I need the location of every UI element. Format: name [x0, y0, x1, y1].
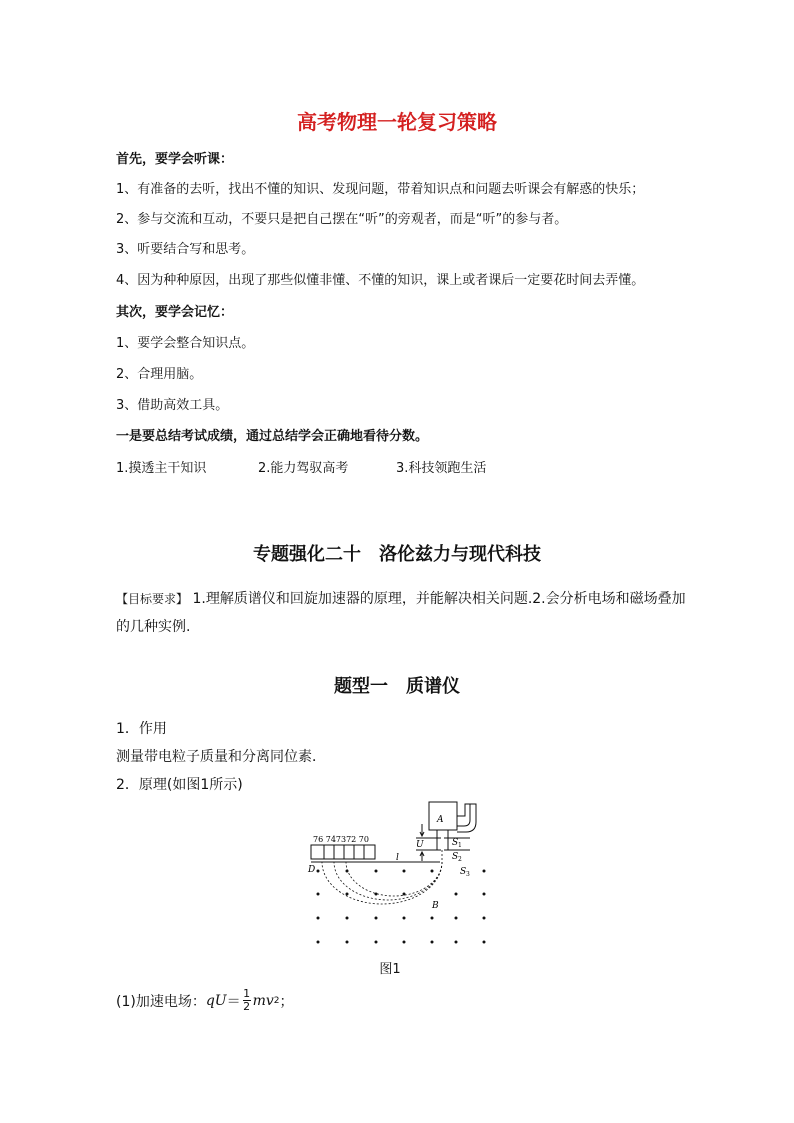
trajectory-inner	[346, 862, 442, 896]
label-s2-sub: 2	[458, 856, 462, 863]
label-s3-sub: 3	[466, 871, 470, 878]
list-item: 1、有准备的去听，找出不懂的知识、发现问题，带着知识点和问题去听课会有解惑的快乐；	[116, 182, 645, 197]
fraction	[243, 988, 251, 1013]
goal-line-2: 的几种实例.	[116, 619, 191, 635]
list-item: 3、听要结合写和思考。	[116, 242, 255, 257]
topic-title: 专题强化二十 洛伦兹力与现代科技	[253, 544, 541, 565]
trajectory-outer	[322, 862, 442, 904]
goal-text-1: 1.理解质谱仪和回旋加速器的原理，并能解决相关问题.2.会分析电场和磁场叠加	[188, 591, 686, 607]
formula-lhs: qU	[205, 992, 227, 1009]
section-heading-listening: 首先，要学会听课：	[116, 152, 234, 167]
formula-prefix: (1)加速电场：	[116, 993, 206, 1010]
label-s2: S	[452, 852, 459, 862]
label-u: U	[416, 840, 424, 850]
magnetic-field-dots	[317, 870, 486, 944]
label-b: B	[432, 901, 439, 911]
list-item: 4、因为种种原因，出现了那些似懂非懂、不懂的知识，课上或者课后一定要花时间去弄懂。	[116, 273, 645, 288]
formula-equals: ＝	[226, 993, 241, 1010]
goal-tag: 【目标要求】	[116, 592, 189, 606]
scale-plate	[311, 845, 375, 859]
tip-item: 2.能力驾驭高考	[258, 461, 349, 476]
label-s3: S	[460, 867, 467, 877]
tip-item: 1.摸透主干知识	[116, 461, 207, 476]
label-d: D	[308, 865, 316, 875]
point-number: 2．原理(如图1所示)	[116, 777, 243, 793]
label-s1: S	[452, 838, 459, 848]
trajectory-middle	[334, 862, 442, 900]
formula-exponent: 2	[273, 995, 280, 1006]
scale-label: 76 747372 70	[313, 835, 369, 844]
formula-acceleration	[116, 988, 294, 1013]
formula-end: ；	[279, 993, 294, 1010]
fraction-numerator: 1	[243, 987, 251, 1000]
fraction-denominator: 2	[243, 1000, 251, 1013]
inlet-pipe-outer	[457, 804, 476, 832]
list-item: 1、要学会整合知识点。	[116, 336, 255, 351]
type-heading: 题型一 质谱仪	[334, 676, 460, 697]
list-item: 2、参与交流和互动，不要只是把自己摆在“听”的旁观者，而是“听”的参与者。	[116, 212, 568, 227]
tip-item: 3.科技领跑生活	[396, 461, 487, 476]
point-text: 测量带电粒子质量和分离同位素．	[116, 749, 326, 765]
mass-spectrometer-figure	[300, 798, 500, 956]
summary-line: 一是要总结考试成绩，通过总结学会正确地看待分数。	[116, 429, 429, 444]
inlet-pipe	[457, 804, 470, 826]
goal-line-1	[116, 588, 686, 608]
label-a: A	[437, 815, 444, 825]
list-item: 3、借助高效工具。	[116, 398, 229, 413]
list-item: 2、合理用脑。	[116, 367, 203, 382]
section-heading-memory: 其次，要学会记忆：	[116, 305, 234, 320]
formula-rhs: mv	[252, 992, 274, 1009]
label-s1-sub: 1	[458, 842, 462, 849]
point-number: 1．作用	[116, 721, 167, 737]
figure-caption: 图1	[379, 962, 401, 977]
label-l: l	[396, 853, 399, 863]
document-title: 高考物理一轮复习策略	[297, 110, 497, 134]
